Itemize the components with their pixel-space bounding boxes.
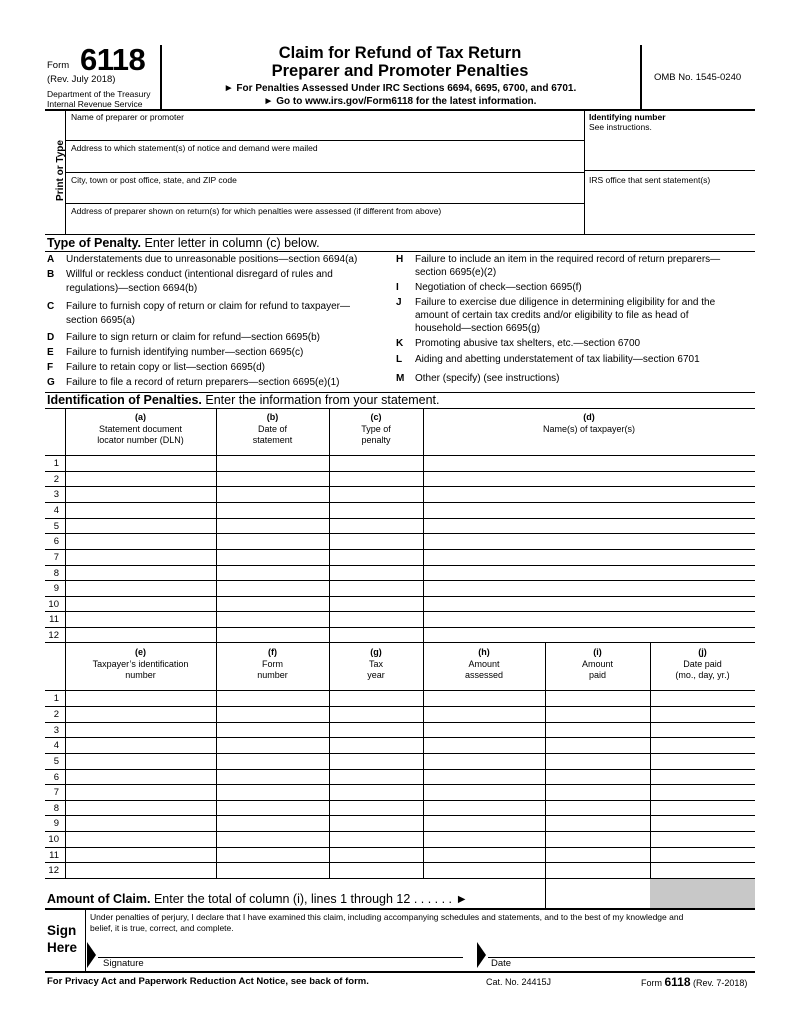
row-rule bbox=[45, 549, 755, 550]
t1-row-number: 5 bbox=[53, 521, 59, 532]
row-rule bbox=[45, 627, 755, 628]
omb-number: OMB No. 1545-0240 bbox=[654, 72, 742, 83]
row-rule bbox=[45, 518, 755, 519]
col-label-1: Name(s) of taxpayer(s) bbox=[542, 423, 636, 434]
t2-row-number: 3 bbox=[53, 725, 59, 736]
signature-field[interactable] bbox=[98, 940, 463, 957]
t1-row-number: 2 bbox=[53, 474, 59, 485]
col-b-header bbox=[216, 412, 329, 447]
footer-form-id bbox=[641, 975, 747, 989]
col-j-header bbox=[650, 647, 755, 682]
t2-row-number: 2 bbox=[53, 709, 59, 720]
form-revision: (Rev. July 2018) bbox=[47, 74, 116, 85]
col-label-1: Statement document bbox=[98, 423, 183, 434]
row-rule bbox=[45, 831, 755, 832]
penalty-letter: M bbox=[396, 373, 405, 384]
rule-name bbox=[65, 140, 584, 141]
col-label-2: year bbox=[367, 670, 385, 680]
penalty-text: Failure to include an item in the required record of return preparers— bbox=[415, 254, 721, 265]
penalty-text: Understatements due to unreasonable positions—section 6694(a) bbox=[66, 254, 358, 265]
header-rule bbox=[45, 109, 755, 111]
col-label-2: assessed bbox=[464, 670, 504, 680]
t1-row-number: 11 bbox=[49, 614, 59, 625]
notice-address-field[interactable] bbox=[66, 153, 583, 171]
t2-row-number: 12 bbox=[48, 865, 59, 876]
row-rule bbox=[45, 706, 755, 707]
department: Department of the Treasury bbox=[47, 89, 151, 99]
date-label: Date bbox=[491, 958, 512, 969]
amount-of-claim-instruction: Enter the total of column (i), lines 1 through 12 bbox=[150, 892, 411, 906]
row-rule bbox=[45, 847, 755, 848]
header-divider-right bbox=[640, 45, 642, 110]
preparer-return-address-label: Address of preparer shown on return(s) for which penalties were assessed (if different from above) bbox=[71, 206, 442, 216]
col-label-2: locator number (DLN) bbox=[97, 435, 184, 445]
col-letter: (c) bbox=[370, 412, 382, 422]
penalty-letter: G bbox=[47, 377, 55, 388]
col-letter: (d) bbox=[583, 412, 595, 422]
row-rule bbox=[45, 800, 755, 801]
penalty-text: Willful or reckless conduct (intentional disregard of rules and bbox=[66, 269, 333, 280]
rule-ident-heading bbox=[45, 408, 755, 409]
row-rule bbox=[45, 486, 755, 487]
col-f-header bbox=[216, 647, 329, 682]
t1-row-number: 7 bbox=[53, 552, 59, 563]
col-label-1: Tax bbox=[368, 658, 383, 669]
col-label-2: number bbox=[257, 670, 288, 680]
rule-address bbox=[65, 172, 584, 173]
amount-of-claim-line bbox=[47, 892, 468, 906]
col-label-1: Form bbox=[262, 658, 283, 669]
t2-row-number: 5 bbox=[53, 756, 59, 767]
t2-row-number: 8 bbox=[53, 803, 59, 814]
col-label-1: Amount bbox=[468, 658, 500, 669]
date-field[interactable] bbox=[488, 940, 755, 957]
subtitle-website: ► Go to www.irs.gov/Form6118 for the latest information. bbox=[263, 96, 537, 107]
declaration-line-1: Under penalties of perjury, I declare that I have examined this claim, including accompanying schedules and statements, and to the best of my knowledge and bbox=[90, 912, 684, 922]
sign-divider bbox=[85, 909, 86, 971]
row-rule bbox=[45, 769, 755, 770]
identification-heading bbox=[47, 393, 440, 407]
col-letter: (b) bbox=[266, 412, 279, 422]
col-e-header bbox=[65, 647, 216, 682]
preparer-name-field[interactable] bbox=[66, 122, 583, 140]
amount-of-claim-bold: Amount of Claim. bbox=[47, 892, 151, 906]
rule-preparer-bottom bbox=[45, 234, 755, 235]
amount-of-claim-leader: . . . . . . ► bbox=[410, 892, 468, 906]
amount-of-claim-field[interactable] bbox=[546, 879, 649, 908]
title-line-2: Preparer and Promoter Penalties bbox=[271, 62, 529, 80]
row-rule bbox=[45, 565, 755, 566]
penalty-text: section 6695(e)(2) bbox=[415, 267, 497, 278]
notice-address-label: Address to which statement(s) of notice and demand were mailed bbox=[71, 143, 318, 153]
col-label-1: Taxpayer’s identification bbox=[92, 658, 189, 669]
t1-row-number: 3 bbox=[53, 489, 59, 500]
penalty-letter: K bbox=[396, 338, 404, 349]
col-g-header bbox=[329, 647, 423, 682]
penalty-text: Promoting abusive tax shelters, etc.—section 6700 bbox=[415, 338, 641, 349]
penalty-text: Failure to file a record of return preparers—section 6695(e)(1) bbox=[66, 377, 340, 388]
row-rule bbox=[45, 502, 755, 503]
t2-row-number: 9 bbox=[53, 818, 59, 829]
sign-here-label bbox=[47, 922, 77, 956]
here-word: Here bbox=[47, 940, 78, 955]
penalty-text: Other (specify) (see instructions) bbox=[415, 373, 560, 384]
col-letter: (f) bbox=[268, 647, 277, 657]
t2-col-rule bbox=[545, 642, 546, 908]
row-rule bbox=[45, 862, 755, 863]
col-letter: (j) bbox=[698, 647, 707, 657]
subtitle-sections: ► For Penalties Assessed Under IRC Sections 6694, 6695, 6700, and 6701. bbox=[223, 83, 577, 94]
identification-instruction: Enter the information from your statement. bbox=[201, 393, 440, 407]
identifying-number-instructions: See instructions. bbox=[589, 122, 652, 132]
city-state-zip-field[interactable] bbox=[66, 185, 583, 203]
identifying-number-label: Identifying number bbox=[589, 112, 666, 122]
col-label-2: number bbox=[125, 670, 156, 680]
col-d-header bbox=[423, 412, 755, 435]
t1-row-number: 10 bbox=[48, 599, 59, 610]
col-a-header bbox=[65, 412, 216, 447]
penalty-text: Negotiation of check—section 6695(f) bbox=[415, 282, 582, 293]
preparer-return-address-field[interactable] bbox=[66, 216, 583, 233]
col-c-header bbox=[329, 412, 423, 447]
rule-id bbox=[584, 170, 755, 171]
type-of-penalty-heading bbox=[47, 236, 320, 250]
signature-arrow-icon bbox=[87, 942, 97, 968]
col-i-header bbox=[545, 647, 650, 682]
penalty-text: Failure to furnish copy of return or claim for refund to taxpayer— bbox=[66, 301, 351, 312]
col-letter: (i) bbox=[593, 647, 602, 657]
row-rule bbox=[45, 611, 755, 612]
row-rule bbox=[45, 580, 755, 581]
irs-agency: Internal Revenue Service bbox=[47, 99, 143, 109]
row-rule bbox=[45, 471, 755, 472]
penalty-text: household—section 6695(g) bbox=[415, 323, 541, 334]
col-label-2: statement bbox=[252, 435, 293, 445]
t2-row-number: 6 bbox=[53, 772, 59, 783]
irs-office-label: IRS office that sent statement(s) bbox=[589, 175, 711, 185]
type-of-penalty-instruction: Enter letter in column (c) below. bbox=[141, 236, 320, 250]
col-letter: (h) bbox=[478, 647, 490, 657]
penalty-text: regulations)—section 6694(b) bbox=[66, 283, 198, 294]
penalty-text: Failure to sign return or claim for refund—section 6695(b) bbox=[66, 332, 321, 343]
t1-row-number: 9 bbox=[53, 583, 59, 594]
row-rule bbox=[45, 596, 755, 597]
signature-label: Signature bbox=[103, 958, 144, 969]
penalty-text: Failure to exercise due diligence in determining eligibility for and the bbox=[415, 297, 716, 308]
t1-col-rule bbox=[423, 408, 424, 642]
rule-sign-bottom bbox=[45, 971, 755, 973]
row-rule bbox=[45, 722, 755, 723]
city-state-zip-label: City, town or post office, state, and ZIP code bbox=[71, 175, 237, 185]
identifying-number-field[interactable] bbox=[586, 133, 754, 169]
col-letter: (a) bbox=[135, 412, 146, 422]
t2-row-number: 10 bbox=[48, 834, 59, 845]
row-rule bbox=[45, 737, 755, 738]
rule-type-heading bbox=[45, 251, 755, 252]
col-label-1: Type of bbox=[361, 423, 391, 434]
irs-office-field[interactable] bbox=[586, 187, 754, 233]
t2-row-number: 1 bbox=[53, 693, 59, 704]
penalty-letter: H bbox=[396, 254, 404, 265]
t2-row-number: 11 bbox=[49, 850, 59, 861]
footer-form-word: Form bbox=[641, 978, 665, 988]
t1-row-number: 8 bbox=[53, 568, 59, 579]
col-letter: (g) bbox=[370, 647, 382, 657]
col-label-1: Date paid bbox=[683, 658, 722, 669]
form-word: Form bbox=[47, 60, 70, 71]
print-or-type-label: Print or Type bbox=[54, 140, 66, 201]
preparer-name-label: Name of preparer or promoter bbox=[71, 112, 184, 122]
col-label-2: penalty bbox=[361, 435, 391, 445]
row-rule bbox=[45, 533, 755, 534]
row-rule bbox=[45, 815, 755, 816]
t1-row-number: 12 bbox=[48, 630, 59, 641]
penalty-letter: A bbox=[47, 254, 55, 265]
date-rule bbox=[488, 957, 755, 958]
penalty-letter: I bbox=[396, 282, 399, 293]
penalty-text: Failure to furnish identifying number—section 6695(c) bbox=[66, 347, 304, 358]
penalty-text: section 6695(a) bbox=[66, 315, 135, 326]
catalog-number: Cat. No. 24415J bbox=[486, 977, 552, 987]
rule-city bbox=[65, 203, 584, 204]
rule-claim-bottom bbox=[45, 908, 755, 910]
perjury-declaration bbox=[90, 912, 755, 934]
t2-row-number: 7 bbox=[53, 787, 59, 798]
row-rule bbox=[45, 784, 755, 785]
rule-between-tables bbox=[45, 642, 755, 643]
t1-row-number: 4 bbox=[53, 505, 59, 516]
t1-row-number: 6 bbox=[53, 536, 59, 547]
t2-header-rule bbox=[45, 690, 755, 691]
penalty-letter: L bbox=[396, 354, 403, 365]
penalty-letter: D bbox=[47, 332, 55, 343]
signature-rule bbox=[98, 957, 463, 958]
penalty-text: Aiding and abetting understatement of tax liability—section 6701 bbox=[415, 354, 700, 365]
penalty-letter: F bbox=[47, 362, 54, 373]
penalty-text: amount of certain tax credits and/or eligibility to file as head of bbox=[415, 310, 689, 321]
t2-row-number: 4 bbox=[53, 740, 59, 751]
type-of-penalty-bold: Type of Penalty. bbox=[47, 236, 142, 250]
penalty-letter: B bbox=[47, 269, 55, 280]
penalty-letter: C bbox=[47, 301, 55, 312]
col-label-2: paid bbox=[588, 670, 606, 680]
col-letter: (e) bbox=[135, 647, 146, 657]
t1-header-rule bbox=[45, 455, 755, 456]
form-number: 6118 bbox=[80, 42, 146, 77]
title-line-1: Claim for Refund of Tax Return bbox=[278, 44, 522, 62]
row-rule bbox=[45, 753, 755, 754]
t1-row-number: 1 bbox=[53, 458, 59, 469]
col-label-1: Date of bbox=[257, 423, 288, 434]
sign-word: Sign bbox=[47, 923, 77, 938]
penalty-letter: E bbox=[47, 347, 54, 358]
footer-form-number: 6118 bbox=[664, 975, 691, 989]
preparer-right-rule bbox=[584, 110, 585, 234]
col-h-header bbox=[423, 647, 545, 682]
col-label-1: Amount bbox=[581, 658, 614, 669]
penalty-letter: J bbox=[396, 297, 402, 308]
identification-bold: Identification of Penalties. bbox=[47, 393, 202, 407]
date-arrow-icon bbox=[477, 942, 487, 968]
privacy-notice: For Privacy Act and Paperwork Reduction Act Notice, see back of form. bbox=[47, 976, 369, 987]
col-label-2: (mo., day, yr.) bbox=[675, 670, 730, 680]
penalty-text: Failure to retain copy or list—section 6695(d) bbox=[66, 362, 265, 373]
declaration-line-2: belief, it is true, correct, and complete. bbox=[90, 923, 234, 933]
form-title bbox=[160, 44, 640, 80]
footer-revision: (Rev. 7-2018) bbox=[690, 978, 748, 988]
shaded-cell bbox=[650, 879, 755, 908]
